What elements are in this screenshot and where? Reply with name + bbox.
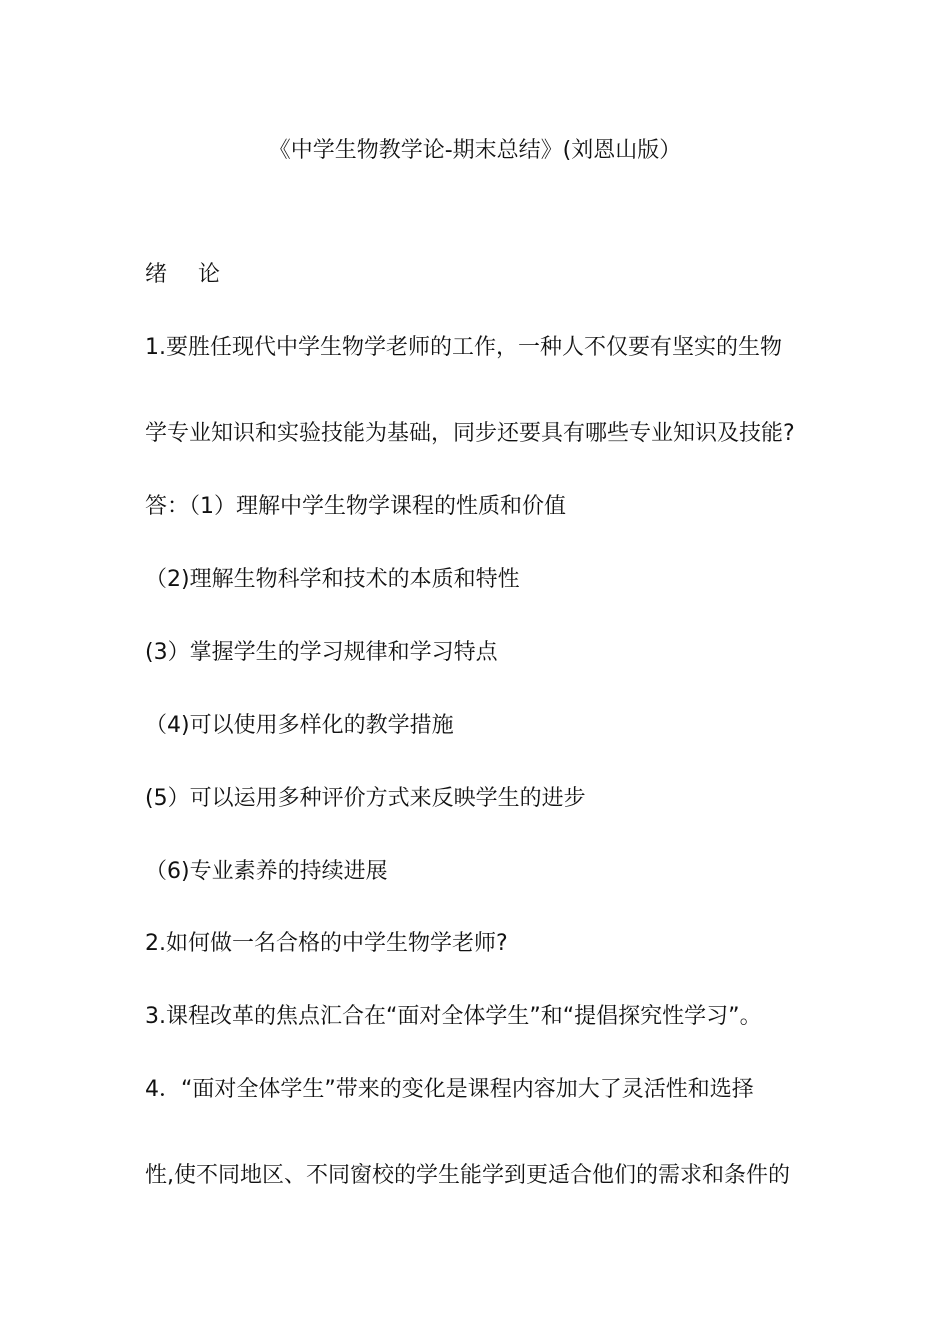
question-1-line-1: 1.要胜任现代中学生物学老师的工作，一种人不仅要有坚实的生物 — [145, 335, 782, 360]
answer-item-1: 答：（1）理解中学生物学课程的性质和价值 — [145, 494, 566, 519]
section-heading: 绪 论 — [145, 262, 232, 287]
answer-item-2: （2)理解生物科学和技术的本质和特性 — [145, 567, 520, 592]
answer-item-6: （6)专业素养的持续进展 — [145, 859, 388, 884]
point-4-line-2: 性,使不同地区、不同窗校的学生能学到更适合他们的需求和条件的 — [145, 1163, 790, 1188]
question-1-line-2: 学专业知识和实验技能为基础，同步还要具有哪些专业知识及技能? — [145, 421, 795, 446]
point-3: 3.课程改革的焦点汇合在“面对全体学生”和“提倡探究性学习”。 — [145, 1004, 762, 1029]
answer-item-4: （4)可以使用多样化的教学措施 — [145, 713, 454, 738]
point-4-line-1: 4．“面对全体学生”带来的变化是课程内容加大了灵活性和选择 — [145, 1077, 754, 1102]
answer-item-5: (5）可以运用多种评价方式来反映学生的进步 — [145, 786, 586, 811]
document-title: 《中学生物教学论-期末总结》(刘恩山版） — [268, 138, 682, 163]
answer-item-3: (3）掌握学生的学习规律和学习特点 — [145, 640, 498, 665]
question-2: 2.如何做一名合格的中学生物学老师? — [145, 931, 508, 956]
